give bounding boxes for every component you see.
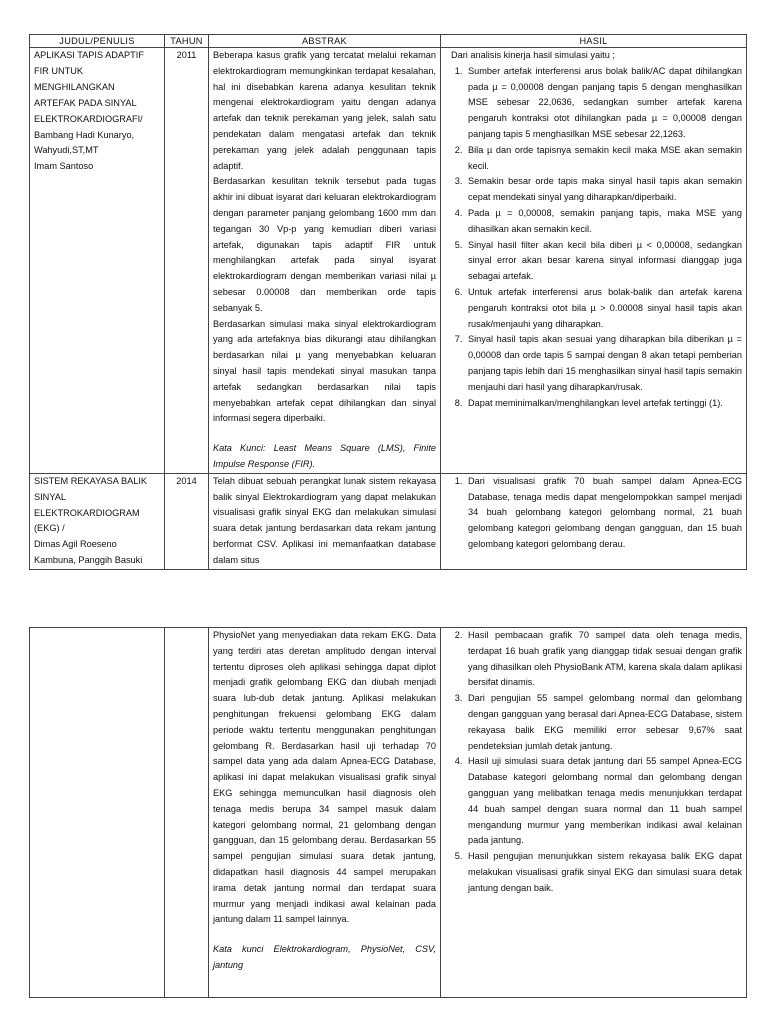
abstrak-cell bbox=[209, 473, 441, 569]
tahun-cell: 2011 bbox=[165, 48, 209, 474]
table-row bbox=[30, 48, 747, 474]
judul-line: ARTEFAK PADA SINYAL bbox=[34, 97, 137, 108]
review-table-page-1 bbox=[29, 34, 747, 570]
header-hasil: HASIL bbox=[441, 35, 747, 48]
abstrak-cell bbox=[209, 48, 441, 474]
list-item: 6. Untuk artefak interferensi arus bolak-balik dan artefak karena pengaruh kontraksi otot bila µ > 0.00008 sinyal hasil tapis akan rusak/menjauhi yang diharapkan. bbox=[465, 285, 742, 332]
keywords: Kata Kunci: Least Means Square (LMS), Finite Impulse Response (FIR). bbox=[213, 443, 436, 469]
header-tahun: TAHUN bbox=[165, 35, 209, 48]
judul-cell-empty bbox=[30, 628, 165, 998]
hasil-cell bbox=[441, 628, 747, 998]
list-item: 8. Dapat meminimalkan/menghilangkan level artefak tertinggi (1). bbox=[465, 396, 742, 412]
review-table-page-2 bbox=[29, 627, 747, 998]
author-line: Dimas Agil Roeseno bbox=[34, 539, 117, 550]
judul-line: MENGHILANGKAN bbox=[34, 81, 115, 92]
abstrak-paragraph: Beberapa kasus grafik yang tercatat melalui rekaman elektrokardiogram memungkinkan terdapat kesalahan, hal ini disebabkan karena adanya kesulitan teknik mengenai elektrokardiogram yaitu dengan adanya artefak dan teknik perekaman yang jelek, salah satu pendekatan dalam mengatasi artefak dan teknik perekaman yang jelek adalah penggunaan tapis adaptif. bbox=[213, 50, 436, 171]
list-item: 5. Sinyal hasil filter akan kecil bila diberi µ < 0,00008, sedangkan sinyal error akan besar karena sinyal informasi dianggap juga sebagai artefak. bbox=[465, 238, 742, 285]
judul-line: SINYAL bbox=[34, 491, 66, 502]
list-item: 1. Sumber artefak interferensi arus bolak balik/AC dapat dihilangkan pada µ = 0,00008 dengan panjang tapis 5 dengan menghasilkan MSE sebesar 22,0636, sedangkan sumber artefak karena pengaruh kontraksi otot dihilangkan pada µ = 0,00008 dengan panjang tapis 5 menghasilkan MSE sebesar 22,1263. bbox=[465, 64, 742, 143]
table-row bbox=[30, 473, 747, 569]
keywords: Kata kunci Elektrokardiogram, PhysioNet, CSV, jantung bbox=[213, 944, 436, 970]
list-item: 4. Pada µ = 0,00008, semakin panjang tapis, maka MSE yang dihasilkan akan semakin kecil. bbox=[465, 206, 742, 238]
list-item: 1. Dari visualisasi grafik 70 buah sampel dalam Apnea-ECG Database, tenaga medis dapat mengelompokkan sampel menjadi 34 buah gelombang kategori gelombang normal, 21 buah gelombang kategori gelombang dengan gangguan, dan 15 buah gelombang kategori gelombang derau. bbox=[465, 474, 742, 553]
judul-cell bbox=[30, 48, 165, 474]
list-item: 4. Hasil uji simulasi suara detak jantung dari 55 sampel Apnea-ECG Database kategori gelombang normal dan gelombang dengan gangguan yang melibatkan tenaga medis menunjukkan terdapat 44 buah sampel dengan suara normal dan 11 buah sampel mengandung murmur yang memberikan indikasi awal kelainan pada jantung. bbox=[465, 754, 742, 849]
list-item: 5. Hasil pengujian menunjukkan sistem rekayasa balik EKG dapat melakukan visualisasi grafik sinyal EKG dan simulasi suara detak jantung dengan baik. bbox=[465, 849, 742, 896]
list-item: 2. Hasil pembacaan grafik 70 sampel data oleh tenaga medis, terdapat 16 buah grafik yang dianggap tidak sesuai dengan grafik yang dihasilkan oleh PhysioBank ATM, karena skala dalam aplikasi bersifat dinamis. bbox=[465, 628, 742, 691]
author-line: Wahyudi,ST,MT bbox=[34, 145, 99, 156]
hasil-list bbox=[445, 474, 742, 553]
tahun-cell-empty bbox=[165, 628, 209, 998]
judul-cell bbox=[30, 473, 165, 569]
abstrak-paragraph: Berdasarkan simulasi maka sinyal elektrokardiogram yang ada artefaknya bias dikurangi atau dihilangkan berdasarkan nilai µ yang menyebabkan keluaran sinyal hasil tapis mendekati sinyal masukan tanpa artefak sedangkan berdasarkan nilai tapis menyebabkan artefak cepat dihilangkan dan sinyal informasi segera diperbaiki. bbox=[213, 318, 436, 424]
abstrak-paragraph: PhysioNet yang menyediakan data rekam EKG. Data yang terdiri atas deretan amplitudo dengan interval tertentu diproses oleh aplikasi sehingga dapat diplot menjadi grafik gelombang EKG dan diubah menjadi suara lub-dub detak jantung. Aplikasi melakukan penghitungan frekuensi gelombang EKG dalam periode waktu tertentu menggunakan penghitungan gelombang R. Berdasarkan hasil uji terhadap 70 sampel data yang ada dalam Apnea-ECG Database, aplikasi ini dapat melakukan visualisasi grafik sinyal EKG sehingga memunculkan hasil diagnosis oleh tenaga medis berupa 34 sampel masuk dalam kategori gelombang normal, 21 gelombang dengan gangguan, dan 15 gelombang derau. Berdasarkan 55 sampel pengujian simulasi suara detak jantung, didapatkan hasil diagnosis 44 sampel merupakan irama detak jantung normal dan terdapat suara murmur yang menjadi indikasi awal kelainan pada jantung dalam 11 sampel lainnya. bbox=[213, 630, 436, 925]
judul-line: APLIKASI TAPIS ADAPTIF bbox=[34, 50, 144, 60]
abstrak-cell bbox=[209, 628, 441, 998]
author-line: Kambuna, Panggih Basuki bbox=[34, 555, 143, 566]
list-item: 3. Dari pengujian 55 sampel gelombang normal dan gelombang dengan gangguan yang berasal dari Apnea-ECG Database, sistem rekayasa balik EKG memiliki error sebesar 9,67% saat pendeteksian jumlah detak jantung. bbox=[465, 691, 742, 754]
header-abstrak: ABSTRAK bbox=[209, 35, 441, 48]
abstrak-paragraph: Telah dibuat sebuah perangkat lunak sistem rekayasa balik sinyal Elektrokardiogram yang dapat melakukan visualisasi grafik sinyal EKG dan melakukan simulasi suara detak jantung berdasarkan data rekam jantung berformat CSV. Aplikasi ini memanfaatkan database dalam situs bbox=[213, 475, 436, 565]
judul-line: ELEKTROKARDIOGRAM bbox=[34, 507, 140, 518]
judul-line: ELEKTROKARDIOGRAFI/ bbox=[34, 113, 143, 124]
header-judul: JUDUL/PENULIS bbox=[30, 35, 165, 48]
abstrak-paragraph: Berdasarkan kesulitan teknik tersebut pada tugas akhir ini dibuat isyarat dari keluaran elektrokardiogram dengan parameter panjang gelombang 1600 mm dan tegangan 30 Vp-p yang kemudian diberi variasi artefak, digunakan tapis adaptif FIR untuk menghilangkan artefak pada sinyal isyarat elektrokardiogram dengan memberikan variasi nilai µ sebesar 0.00008 dan memberikan orde tapis sebanyak 5. bbox=[213, 176, 436, 313]
judul-line: SISTEM REKAYASA BALIK bbox=[34, 475, 148, 486]
table-row bbox=[30, 628, 747, 998]
list-item: 2. Bila µ dan orde tapisnya semakin kecil maka MSE akan semakin kecil. bbox=[465, 143, 742, 175]
author-line: Imam Santoso bbox=[34, 161, 94, 172]
tahun-cell: 2014 bbox=[165, 473, 209, 569]
header-row bbox=[30, 35, 747, 48]
hasil-intro: Dari analisis kinerja hasil simulasi yaitu ; bbox=[451, 50, 615, 60]
judul-line: FIR UNTUK bbox=[34, 65, 83, 76]
hasil-cell bbox=[441, 48, 747, 474]
hasil-list bbox=[445, 64, 742, 412]
author-line: Bambang Hadi Kunaryo, bbox=[34, 129, 135, 140]
list-item: 7. Sinyal hasil tapis akan sesuai yang diharapkan bila diberikan µ = 0,00008 dan orde tapis 5 sampai dengan 8 akan tetapi pemberian panjang tapis lebih dari 15 menghasilkan sinyal hasil tapis semakin menjauhi dari hasil yang diharapkan/rusak. bbox=[465, 332, 742, 395]
judul-line: (EKG) / bbox=[34, 523, 65, 534]
hasil-list bbox=[445, 628, 742, 897]
list-item: 3. Semakin besar orde tapis maka sinyal hasil tapis akan semakin cepat mendekati sinyal yang diharapkan/diperbaiki. bbox=[465, 174, 742, 206]
hasil-cell bbox=[441, 473, 747, 569]
